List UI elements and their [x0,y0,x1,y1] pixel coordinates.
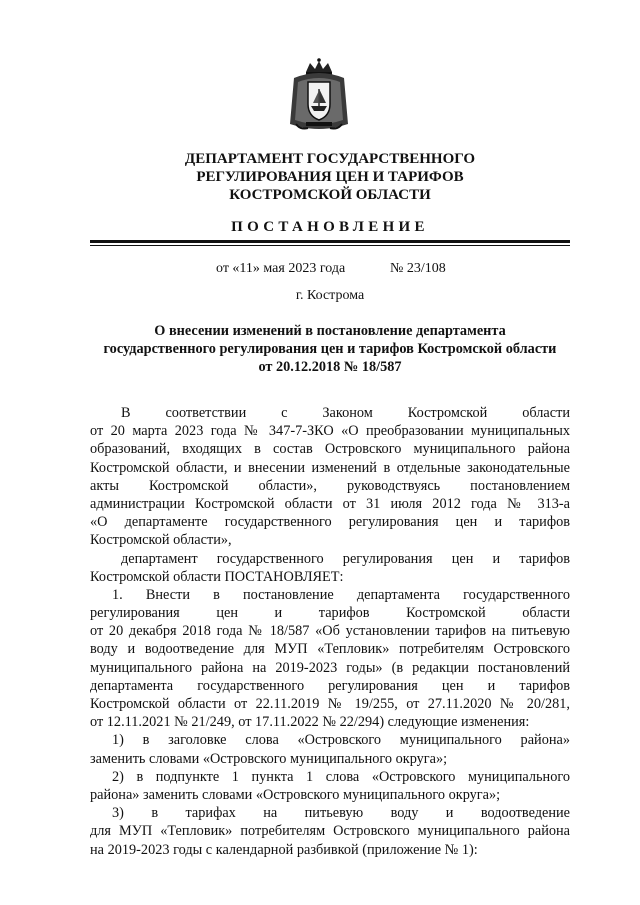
coat-of-arms-emblem [288,58,350,134]
document-title [90,322,570,376]
body-line: 1. Внести в постановление департамента государственного [112,586,570,603]
body-line: образований, входящих в состав Островского муниципального района [90,441,570,458]
body-line: на 2019-2023 годы с календарной разбивкой (приложение № 1): [90,841,478,858]
body-line: В соответствии с Законом Костромской области [121,405,570,421]
body-line: акты Костромской области», руководствуясь постановлением [90,477,570,494]
body-line: регулирования цен и тарифов Костромской области [90,605,570,622]
body-line: администрации Костромской области от 31 июля 2012 года № 313-а [90,495,570,512]
body-line: Костромской области от 22.11.2019 № 19/255, от 27.11.2020 № 20/281, [90,696,570,712]
header-rule-thick [90,240,570,243]
body-line: Костромской области», [90,532,232,549]
body-line: муниципального района на 2019-2023 годы» (в редакции постановлений [90,659,570,676]
title-line-3: от 20.12.2018 № 18/587 [258,359,402,375]
body-line: района» заменить словами «Островского муниципального округа»; [90,786,501,803]
body-line: департамент государственного регулирования цен и тарифов [121,550,570,567]
body-line: 3) в тарифах на питьевую воду и водоотведение [112,805,570,822]
body-line: заменить словами «Островского муниципального округа»; [90,750,448,767]
body-line: воду и водоотведение для МУП «Тепловик» потребителям Островского [90,641,570,658]
body-line: «О департаменте государственного регулирования цен и тарифов [90,514,570,531]
body-line: от 12.11.2021 № 21/249, от 17.11.2022 № 22/294) следующие изменения: [90,714,530,731]
document-number: № 23/108 [390,261,446,276]
issuer-header [90,150,570,204]
body-line: департамента государственного регулирования цен и тарифов [90,677,570,694]
document-city: г. Кострома [295,288,365,303]
body-line: 1) в заголовке слова «Островского муниципального района» [112,732,570,749]
body-line: 2) в подпункте 1 пункта 1 слова «Островского муниципального [112,768,570,785]
header-rule-thin [90,245,570,246]
issuer-line-3: КОСТРОМСКОЙ ОБЛАСТИ [229,187,431,203]
title-line-1: О внесении изменений в постановление департамента [154,323,506,339]
body-line: Костромской области ПОСТАНОВЛЯЕТ: [90,568,344,585]
body-line: от 20 декабря 2018 года № 18/587 «Об установлении тарифов на питьевую [90,623,570,640]
body-line: Костромской области, и внесении изменений в отдельные законодательные [90,459,570,476]
body-line: от 20 марта 2023 года № 347-7-ЗКО «О преобразовании муниципальных [90,423,570,440]
issuer-line-1: ДЕПАРТАМЕНТ ГОСУДАРСТВЕННОГО [184,151,476,167]
title-line-2: государственного регулирования цен и тарифов Костромской области [103,341,557,357]
body-line: для МУП «Тепловик» потребителям Островского муниципального района [90,823,570,840]
document-type: ПОСТАНОВЛЕНИЕ [231,219,429,235]
issuer-line-2: РЕГУЛИРОВАНИЯ ЦЕН И ТАРИФОВ [196,169,464,185]
document-date: от «11» мая 2023 года [216,261,346,276]
document-body [90,404,570,859]
